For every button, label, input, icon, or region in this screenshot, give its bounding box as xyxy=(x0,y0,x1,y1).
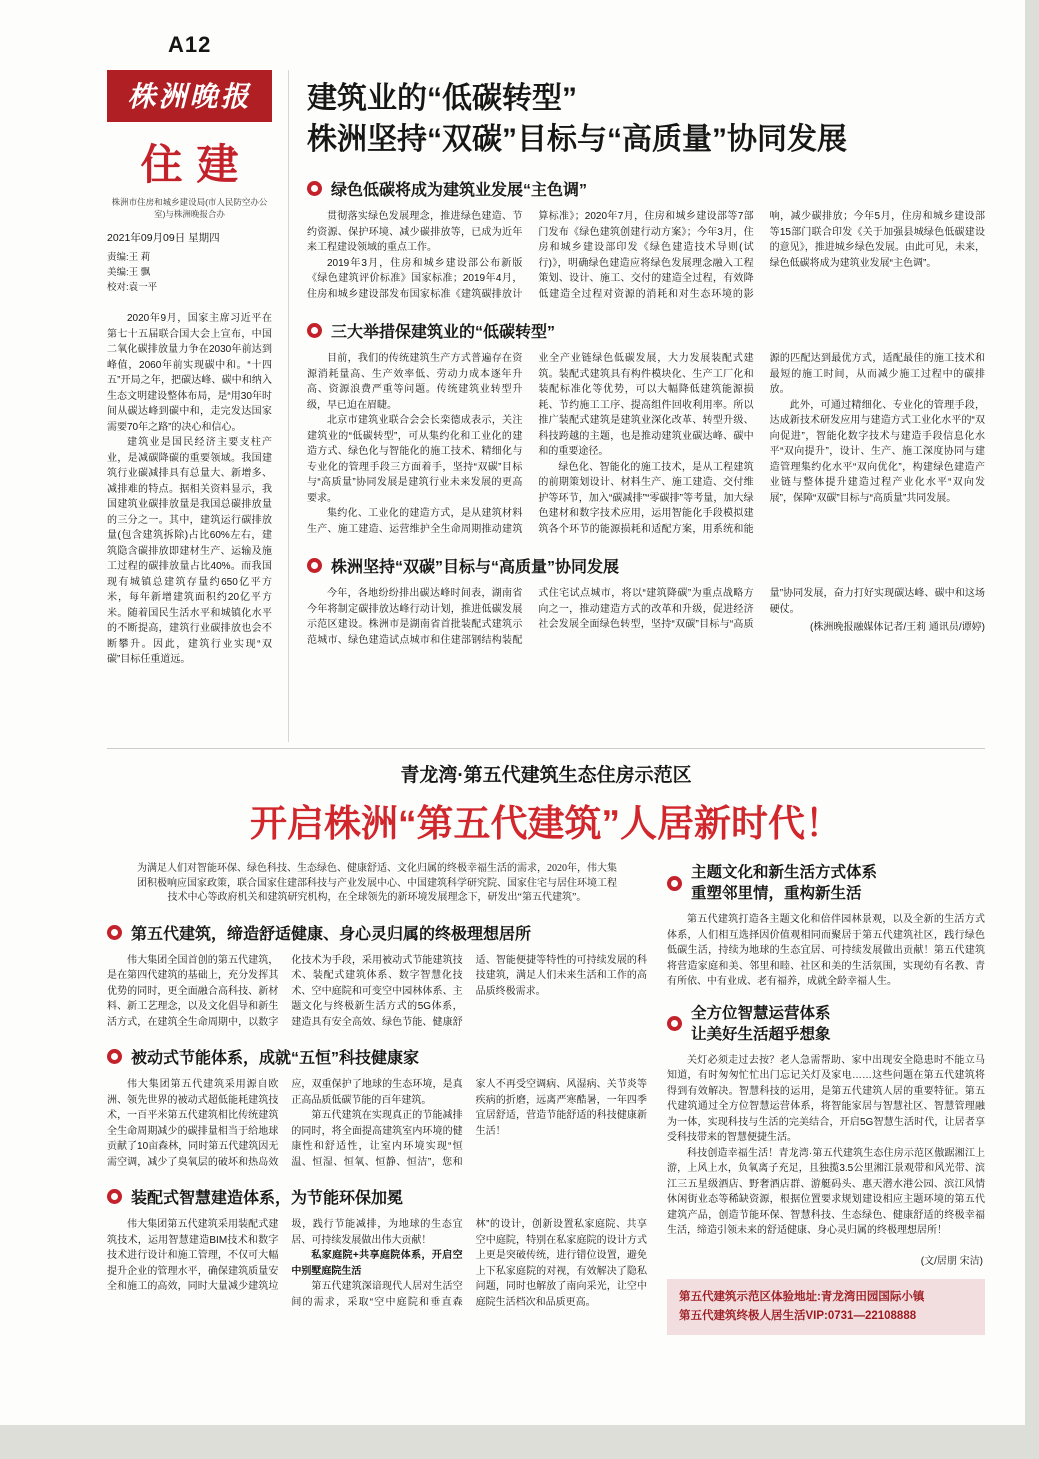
page-number: A12 xyxy=(168,32,212,57)
bottom-article-headline: 开启株洲“第五代建筑”人居新时代！ xyxy=(250,803,842,844)
red-ring-bullet-icon xyxy=(307,181,322,196)
article-intro: 为满足人们对智能环保、绿色科技、生态绿色、健康舒适、文化归属的终极幸福生活的需求，2020年，伟大集团积极响应国家政策，联合国家住建部科技与产业发展中心、中国建筑科学研究院、国家住宅与居住环境工程技术中心等政府机关和建筑研究机构，在全球领先的新环境发展理念下，研发出“第五代建筑”。 xyxy=(137,863,617,903)
section-prefab-smart xyxy=(107,1185,647,1310)
main-article xyxy=(289,70,985,742)
section-body xyxy=(307,586,985,648)
section-smart-operation xyxy=(667,1003,985,1239)
section-body xyxy=(307,351,985,537)
issue-date: 2021年09月09日 星期四 xyxy=(107,232,220,244)
article-byline: (文/居朋 宋洁) xyxy=(920,1255,983,1267)
section-heading: 装配式智慧建造体系，为节能环保加冕 xyxy=(131,1190,404,1207)
scan-edge-right xyxy=(1025,0,1039,1459)
section-paragraphs: 今年，各地纷纷排出碳达峰时间表，湖南省今年将制定碳排放达峰行动计划，推进低碳发展示范区建设。株洲市是湖南省首批装配式建筑示范城市、绿色建造试点城市和住建部钢结构装配式住宅试点城市，将以“建筑降碳”为重点战略方向之一，推动建造方式的改革和升级，促进经济社会发展全面绿色转型，坚持“双碳”目标与“高质量”协同发展，奋力打好实现碳达峰、碳中和这场硬仗。 xyxy=(307,588,985,646)
section-label: 住建 xyxy=(140,143,253,189)
section-heading: 全方位智慧运营体系 让美好生活超乎想象 xyxy=(691,1004,831,1043)
editor-credits: 责编:王 莉 美编:王 飘 校对:袁一平 xyxy=(107,252,158,293)
section-paragraphs: 伟大集团全国首创的第五代建筑，是在第四代建筑的基础上，充分发挥其优势的同时，更全面融合高科技、新材料、新工艺理念，以及文化倡导和新生活方式，在建筑全生命周期中，以数字化技术为手段，采用被动式节能建筑技术、装配式建筑体系、数字智慧化技术、空中庭院和可变空中园林体系、主题文化与终极新生活方式的5G体系，建造具有安全高效、绿色节能、健康舒适、智能便捷等特性的可持续发展的科技建筑，满足人们未来生活和工作的高品质终极需求。 xyxy=(107,954,647,1028)
section-heading: 第五代建筑，缔造舒适健康、身心灵归属的终极理想居所 xyxy=(131,925,532,943)
red-ring-bullet-icon xyxy=(667,1016,682,1031)
section-heading: 绿色低碳将成为建筑业发展“主色调” xyxy=(331,182,588,199)
masthead-sidebar xyxy=(107,70,289,742)
section-paragraphs: 伟大集团第五代建筑采用源自欧洲、领先世界的被动式超低能耗建筑技术，一百平米第五代建筑相比传统建筑全生命周期减少的碳排量相当于给地球贡献了10亩森林，同时第五代建筑因无需空调，减少了臭氧层的破坏和热岛效应，双重保护了地球的生态环境，是真正高品质低碳节能的百年建筑。 第五代建筑在实现真正的节能减排的同时，将全面提高建筑室内环境的健康性和舒适性，让室内环境实现“恒温、恒湿、恒氧、恒静、恒洁”，您和家人不再受空调病、风湿病、关节炎等疾病的折磨，远离严寒酷暑，一年四季宜居舒适，营造节能舒适的科技健康新生活！ xyxy=(107,1079,647,1168)
bottom-article-body xyxy=(107,862,985,1335)
section-fifth-gen xyxy=(107,921,647,1031)
section-heading-row xyxy=(667,862,985,904)
section-heading-row xyxy=(307,177,985,200)
red-ring-bullet-icon xyxy=(667,876,682,891)
section-paragraphs: 伟大集团第五代建筑采用装配式建筑技术，运用智慧建造BIM技术和数字技术进行设计和施工管理，不仅可大幅提升企业的管理水平，确保建筑质量安全和施工的高效，同时大量减少建筑垃圾，践行节能减排，为地球的生态宜居、可持续发展做出伟大贡献！ xyxy=(107,1219,463,1292)
masthead-caption: 株洲市住房和城乡建设局(市人民防空办公室)与株洲晚报合办 xyxy=(111,197,268,219)
section-heading-row xyxy=(107,1045,647,1068)
section-heading-row xyxy=(107,1185,647,1208)
section-paragraphs: 目前，我们的传统建筑生产方式普遍存在资源消耗量高、生产效率低、劳动力成本逐年升高、资源浪费严重等问题。传统建筑业转型升级，早已迫在眉睫。 北京市建筑业联合会会长栾德成表示，关注建筑业的“低碳转型”，可从集约化和工业化的建造方式、绿色化与智能化的施工技术、精细化与专业化的管理手段三方面着手，坚持“双碳”目标与“高质量”协同发展是建筑行业未来发展的更高要求。 集约化、工业化的建造方式，是从建筑材料生产、施工建造、运营维护全生命周期推动建筑业全产业链绿色低碳发展，大力发展装配式建筑。装配式建筑具有构件模块化、生产工厂化和装配标准化等优势，可以大幅降低建筑能源损耗、节约施工工序、提高组件回收利用率。所以推广装配式建筑是建筑业深化改革、转型升级、科技跨越的主题，也是推动建筑业碳达峰、碳中和的重要途径。 绿色化、智能化的施工技术，是从工程建筑的前期策划设计、材料生产、施工建造、交付维护等环节，加入“碳减排”“零碳排”等考量，加大绿色建材和数字技术应用，运用智能化手段模拟建筑各个环节的能源损耗和适配方案，用系统和能源的匹配达到最优方式，适配最佳的施工技术和最短的施工时间，从而减少施工过程中的碳排放。 此外，可通过精细化、专业化的管理手段，达成新技术研发应用与建造方式工业化水平的“双向促进”，智能化数字技术与建造手段信息化水平“双向提升”，设计、生产、施工深度协同与建造管理集约化水平“双向优化”，构建绿色建造产业链与整体提升建造过程产业化水平“双向发展”，保障“双碳”目标与“高质量”共同发展。 xyxy=(307,353,985,535)
newspaper-logo: 株洲晚报 xyxy=(107,70,272,122)
sidebar-article: 2020年9月，国家主席习近平在第七十五届联合国大会上宣布，中国二氧化碳排放量力争在2030年前达到峰值，2060年前实现碳中和。“十四五”开局之年，把碳达峰、碳中和纳入生态文明建设整体布局，是“用30年时间从碳达峰到碳中和，走完发达国家需要70年之路”的决心和信心。 建筑业是国民经济主要支柱产业，是减碳降碳的重要领域。我国建筑行业碳减排具有总量大、新增多、减排难的特点。据相关资料显示，我国建筑业碳排放量是我国总碳排放量的三分之一。其中，建筑运行碳排放量(包含建筑拆除)占比60%左右，建筑隐含碳排放即建材生产、运输及施工过程的碳排放量占比40%。而我国现有城镇总建筑存量约650亿平方米，每年新增建筑面积约20亿平方米。随着国民生活水平和城镇化水平的不断提高，建筑行业碳排放也会不断攀升。因此，建筑行业实现“双碳”目标任重道远。 xyxy=(107,313,272,665)
section-paragraphs: 关灯必须走过去按？老人急需帮助、家中出现安全隐患时不能立马知道，有时匆匆忙忙出门忘记关灯及家电……这些问题在第五代建筑将得到有效解决。智慧科技的运用，是第五代建筑人居的重要特征。第五代建筑通过全方位智慧运营体系，将智能家居与智慧社区、智慧管理融为一体，实现科技与生活的完美结合，开启5G智慧生活时代，让居者享受科技带来的智慧便捷生活。 科技创造幸福生活！青龙湾·第五代建筑生态住房示范区傲踞湘江上游，上风上水，负氧离子充足，且独揽3.5公里湘江景观带和风光带、滨江三五星级酒店、野奢酒店群、游艇码头、惠天潜水港公园、滨江风情休闲街业态等稀缺资源，根据位置要求规划建设相应主题环境的第五代建筑产品，创造节能环保、智慧科技、生态绿色、健康舒适的终极幸福生活，缔造引领未来的舒适健康、身心灵归属的终极理想居所！ xyxy=(667,1054,985,1236)
section-body xyxy=(107,953,647,1031)
section-paragraphs: 第五代建筑打造各主题文化和倍伴园林景观，以及全新的生活方式体系，人们相互选择因价值观相同而聚居于第五代建筑社区，践行绿色低碳生活，持续为地球的生态宜居、可持续发展做出贡献！第五代建筑将营造家庭和美、邻里和睦、社区和美的生活氛围，实现幼有名教、青有所依、中有业成、老有福养，成就全龄幸福人生。 xyxy=(667,914,985,987)
red-ring-bullet-icon xyxy=(107,1189,122,1204)
section-heading: 主题文化和新生活方式体系 重塑邻里情，重构新生活 xyxy=(691,864,878,902)
section-heading-row xyxy=(107,921,647,944)
section-passive-energy xyxy=(107,1045,647,1170)
section-heading-row xyxy=(667,1003,985,1045)
top-section xyxy=(107,70,985,742)
red-ring-bullet-icon xyxy=(307,558,322,573)
article-section-green xyxy=(307,177,985,302)
article-byline: (株洲晚报融媒体记者/王莉 通讯员/谭婷) xyxy=(809,622,985,633)
inline-subhead: 私家庭院+共享庭院体系，开启空中别墅庭院生活 xyxy=(291,1250,463,1277)
bottom-article xyxy=(107,760,985,1410)
section-paragraphs: 第五代建筑深谙现代人居对生活空间的需求，采取“空中庭院和垂直森林”的设计，创新设置私家庭院、共享空中庭院，特别在私家庭院的设计方式上更是突破传统，进行错位设置，避免上下私家庭院的对视，有效解决了隐私问题，同时也解放了南向采光，让空中庭院生活档次和品质更高。 xyxy=(291,1219,647,1308)
section-heading: 三大举措保建筑业的“低碳转型” xyxy=(331,324,556,341)
red-ring-bullet-icon xyxy=(107,1049,122,1064)
bottom-left-region xyxy=(107,862,647,1335)
section-heading-row xyxy=(307,319,985,342)
scan-edge-bottom xyxy=(0,1425,1039,1459)
article-section-zhuzhou xyxy=(307,554,985,648)
red-ring-bullet-icon xyxy=(307,323,322,338)
section-heading: 被动式节能体系，成就“五恒”科技健康家 xyxy=(131,1050,420,1067)
article-divider xyxy=(107,748,985,749)
section-paragraphs: 贯彻落实绿色发展理念，推进绿色建造、节约资源、保护环境、减少碳排放等，已成为近年来工程建设领域的重点工作。 2019年3月，住房和城乡建设部公布新版《绿色建筑评价标准》国家标准；2019年4月，住房和城乡建设部发布国家标准《建筑碳排放计算标准》；2020年7月，住房和城乡建设部等7部门发布《绿色建筑创建行动方案》；今年3月，住房和城乡建设部印发《绿色建造技术导则(试行)》，明确绿色建造应将绿色发展理念融入工程策划、设计、施工、交付的建造全过程，有效降低建造全过程对资源的消耗和对生态环境的影响，减少碳排放；今年5月，住房和城乡建设部等15部门联合印发《关于加强县城绿色低碳建设的意见》，推进城乡绿色发展。由此可见，未来，绿色低碳将成为建筑业发展“主色调”。 xyxy=(307,211,985,300)
article-section-measures xyxy=(307,319,985,537)
section-body xyxy=(107,1217,647,1310)
contact-info-box: 第五代建筑示范区体验地址:青龙湾田园国际小镇 第五代建筑终极人居生活VIP:0731—22108888 xyxy=(667,1279,985,1335)
section-heading-row xyxy=(307,554,985,577)
section-theme-culture xyxy=(667,862,985,990)
section-body xyxy=(107,1077,647,1170)
red-ring-bullet-icon xyxy=(107,925,122,940)
bottom-right-region xyxy=(667,862,985,1335)
main-article-headline: 建筑业的“低碳转型” 株洲坚持“双碳”目标与“高质量”协同发展 xyxy=(307,82,847,156)
section-body xyxy=(307,209,985,302)
section-heading: 株洲坚持“双碳”目标与“高质量”协同发展 xyxy=(331,559,620,576)
article-kicker: 青龙湾·第五代建筑生态住房示范区 xyxy=(400,765,692,786)
